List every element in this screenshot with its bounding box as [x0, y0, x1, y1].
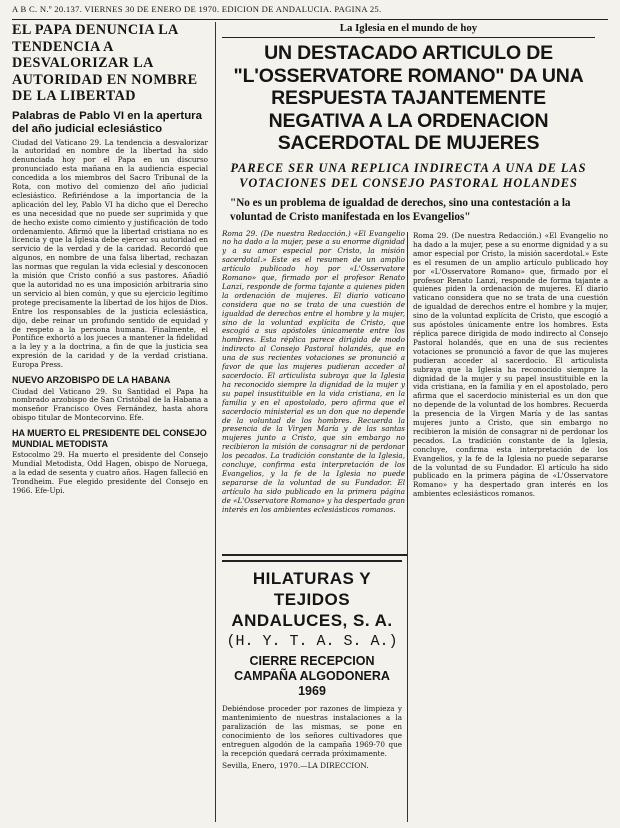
news3-body: Estocolmo 29. Ha muerto el presidente del Consejo Mundial Metodista, Odd Hagen, obispo de Noruega, a la edad de sesenta y cuatro años. Hagen falleció en Trondheim. Fue elegido presidente del Consejo en 1966. Efe-Upi. [12, 450, 208, 495]
left-column [12, 22, 208, 822]
left-subhead: Palabras de Pablo VI en la apertura del año judicial eclesiástico [12, 109, 202, 135]
main-body-columns [222, 230, 405, 538]
main-body: Roma 29. (De nuestra Redacción.) «El Evangelio no ha dado a la mujer, pese a su enorme dignidad y a su amor especial por Cristo, la misión sacerdotal.» Este es el resumen de un amplio artículo publicado hoy por «L'Osservatore Romano» que, firmado por el profesor Renato Lanzi, responde de forma tajante a quienes piden la ordenación de mujeres. El diario vaticano considera que no se trata de una cuestión de igualdad de derechos entre el hombre y la mujer, sino de la voluntad explícita de Cristo, que escogió a sus apóstoles únicamente entre los hombres. Esta réplica parece dirigida de modo indirecto al Consejo Pastoral holandés, que en una de sus recientes votaciones se pronunció a favor de que las mujeres pudieran acceder al sacerdocio. El articulista subraya que la Iglesia ha reconocido siempre la dignidad de la mujer y su papel insustituible en la vida cristiana, en la familia y en el apostolado, pero afirma que el sacerdocio ministerial es un don que no depende de la voluntad de los hombres. Recuerda la presencia de la Virgen María y de las santas mujeres junto a Cristo, que sin embargo no recibieron la misión de consagrar ni de perdonar los pecados. La tradición constante de la Iglesia, concluye, confirma esta interpretación de los Evangelios, y la fe de la Iglesia no puede separarse de la voluntad de su Fundador. El artículo ha sido publicado en la primera página de «L'Osservatore Romano» y ha despertado gran interés en los ambientes eclesiásticos romanos. [222, 229, 405, 514]
ad-acronym: (H. Y. T. A. S. A.) [226, 633, 398, 650]
news2-body: Ciudad del Vaticano 29. Su Santidad el Papa ha nombrado arzobispo de San Cristóbal de la Habana a monseñor Francisco Oves Fernández, hasta ahora obispo titular de Montecorvino. Efe. [12, 386, 208, 423]
news2-title: NUEVO ARZOBISPO DE LA HABANA [12, 375, 171, 386]
main-quote: "No es un problema de igualdad de derechos, sino una contestación a la voluntad de Cristo manifestada en los Evangelios" [230, 196, 571, 223]
section-divider [222, 554, 407, 556]
right-body: Roma 29. (De nuestra Redacción.) «El Evangelio no ha dado a la mujer, pese a su enorme dignidad y a su amor especial por Cristo, la misión sacerdotal.» Este es el resumen de un amplio artículo publicado hoy por «L'Osservatore Romano» que, firmado por el profesor Renato Lanzi, responde de forma tajante a quienes piden la ordenación de mujeres. El diario vaticano considera que no se trata de una cuestión de igualdad de derechos entre el hombre y la mujer, sino de la voluntad explícita de Cristo, que escogió a sus apóstoles únicamente entre los hombres. Esta réplica parece dirigida de modo indirecto al Consejo Pastoral holandés, que en una de sus recientes votaciones se pronunció a favor de que las mujeres pudieran acceder al sacerdocio. El articulista subraya que la Iglesia ha reconocido siempre la dignidad de la mujer y su papel insustituible en la vida cristiana, en la familia y en el apostolado, pero afirma que el sacerdocio ministerial es un don que no depende de la voluntad de los hombres. Recuerda la presencia de la Virgen María y de las santas mujeres junto a Cristo, que sin embargo no recibieron la misión de consagrar ni de perdonar los pecados. La tradición constante de la Iglesia, concluye, confirma esta interpretación de los Evangelios, y la fe de la Iglesia no puede separarse de la voluntad de su Fundador. El artículo ha sido publicado en la primera página de «L'Osservatore Romano» y ha despertado gran interés en los ambientes eclesiásticos romanos. [413, 232, 608, 499]
section-kicker: La Iglesia en el mundo de hoy [222, 22, 595, 38]
left-body: Ciudad del Vaticano 29. La tendencia a desvalorizar la autoridad en nombre de la libertad ha sido denunciada hoy por el Papa en un discurso pronunciado esta mañana en la audiencia especial concedida a los miembros del Sacro Tribunal de la Rota, con motivo del comienzo del año judicial eclesiástico. Refiriéndose a la importancia de la aplicación del ley, Pablo VI ha dicho que el Derecho es una necesidad que no puede ser suprimida y que de hecho existe como cimiento y justificación de todo ordenamiento. Afirmó que la libertad cristiana no es licencia y que la Iglesia debe ejercer su autoridad en servicio de la verdad y de la caridad. Recordó que algunos, en nombre de una falsa libertad, rechazan las normas que regulan la vida eclesial y desconocen la misión que Cristo confió a sus pastores. Añadió que la autoridad no es una imposición arbitraria sino un servicio al bien común, y que su ejercicio legítimo protege precisamente la libertad de los hijos de Dios. Entre los responsables de la justicia eclesiástica, dijo, debe reinar un profundo sentido de equidad y de respeto a la persona humana. Finalmente, el Pontífice exhortó a los jueces a mantener la fidelidad a la ley y a la doctrina, a fin de que la justicia sea expresión de la caridad y de la verdad cristiana. Europa Press. [12, 137, 208, 370]
masthead: A B C. N.º 20.137. VIERNES 30 DE ENERO DE 1970. EDICION DE ANDALUCIA. PAGINA 25. [12, 4, 608, 20]
ad-body: Debiéndose proceder por razones de limpieza y mantenimiento de nuestras instalaciones a la paralización de las mismas, se pone en conocimiento de los señores cultivadores que entreguen algodón de la campaña 1969-70 que la recepción quedará cerrada próximamente. [222, 704, 402, 758]
ad-company: HILATURAS Y TEJIDOS ANDALUCES, S. A. [231, 569, 393, 630]
advert [222, 560, 402, 824]
right-column [413, 232, 608, 822]
main-subhead: PARECE SER UNA REPLICA INDIRECTA A UNA DE LAS VOTACIONES DEL CONSEJO PASTORAL HOLANDES [230, 160, 587, 190]
column-divider [215, 22, 216, 822]
left-headline: EL PAPA DENUNCIA LA TENDENCIA A DESVALORIZAR LA AUTORIDAD EN NOMBRE DE LA LIBERTAD [12, 22, 198, 104]
news3-title: HA MUERTO EL PRESIDENTE DEL CONSEJO MUNDIAL METODISTA [12, 428, 207, 449]
ad-title: CIERRE RECEPCION CAMPAÑA ALGODONERA 1969 [234, 654, 390, 698]
ad-signature: Sevilla, Enero, 1970.—LA DIRECCION. [222, 761, 369, 771]
main-headline: UN DESTACADO ARTICULO DE "L'OSSERVATORE ROMANO" DA UNA RESPUESTA TAJANTEMENTE NEGATIVA A LA ORDENACION SACERDOTAL DE MUJERES [233, 42, 584, 154]
